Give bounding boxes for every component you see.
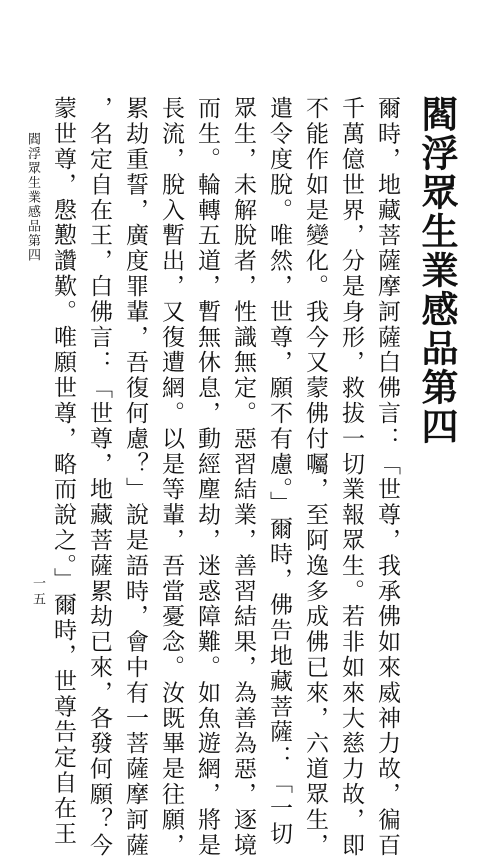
page-number: 一五 — [30, 576, 45, 608]
text-line: 爾時，地藏菩薩摩訶薩白佛言：「世尊，我承佛如來威神力故，徧百 — [374, 96, 400, 858]
text-line: 遣令度脫。唯然，世尊，願不有慮。」爾時，佛告地藏菩薩：「一切 — [266, 96, 292, 847]
text-line: 長流，脫入暫出，又復遭網。以是等輩，吾當憂念。汝既畢是往願， — [158, 96, 184, 858]
text-line: 不能作如是變化。我今又蒙佛付囑，至阿逸多成佛已來，六道眾生， — [302, 96, 328, 858]
text-line: 累劫重誓，廣度罪輩，吾復何慮？」說是語時，會中有一菩薩摩訶薩 — [122, 96, 148, 858]
chapter-title: 閻浮眾生業感品第四 — [415, 95, 459, 446]
text-line: 眾生，未解脫者，性識無定。惡習結業，善習結果，為善為惡，逐境 — [230, 96, 256, 858]
text-line: 蒙世尊，慇懃讚歎。唯願世尊，略而說之。」爾時，世尊告定自在王 — [50, 96, 76, 847]
text-line: 而生。輪轉五道，暫無休息，動經塵劫，迷惑障難。如魚遊網，將是 — [194, 96, 220, 858]
text-line: ，名定自在王，白佛言：「世尊，地藏菩薩累劫已來，各發何願？今 — [86, 96, 112, 858]
text-line: 千萬億世界，分是身形，救拔一切業報眾生。若非如來大慈力故，即 — [338, 96, 364, 858]
margin-header: 閻浮眾生業感品第四 — [25, 132, 40, 263]
